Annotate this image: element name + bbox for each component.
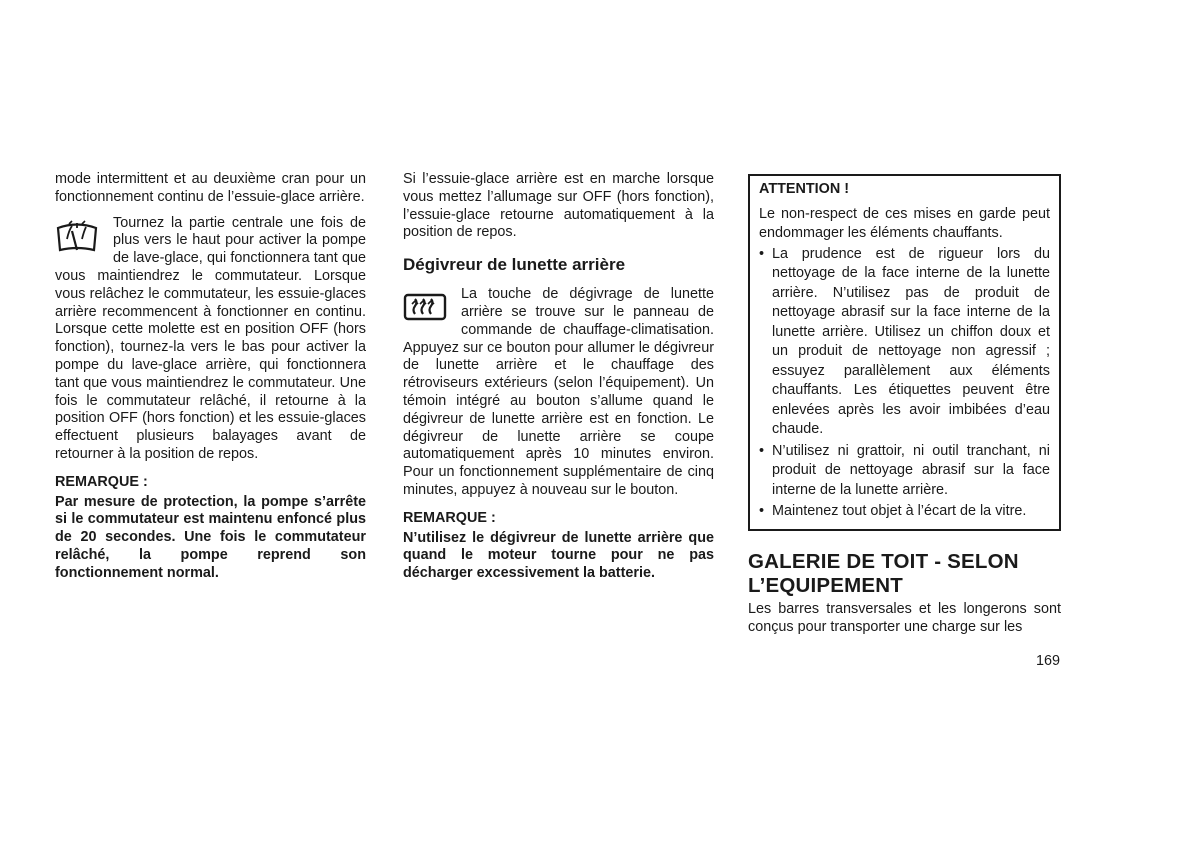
note-heading: REMARQUE : xyxy=(403,509,496,526)
paragraph-intro: Si l’essuie-glace arrière est en marche lorsque vous mettez l’allumage sur OFF (hors fonction), l’essuie-glace retourne automatiquement à la position de repos. xyxy=(403,171,714,241)
note-text: Par mesure de protection, la pompe s’arrête si le commutateur est maintenu enfoncé plus de 20 secondes. Une fois le commutateur relâché, la pompe reprend son fonctionnement normal. xyxy=(55,493,366,581)
subheading-rear-defroster: Dégivreur de lunette arrière xyxy=(403,255,626,275)
column-left xyxy=(55,171,366,583)
column-right xyxy=(748,171,1061,636)
page-number: 169 xyxy=(1036,653,1061,669)
bullet-icon: • xyxy=(759,245,765,262)
defrost-section xyxy=(403,286,714,500)
bullet-icon: • xyxy=(759,503,765,520)
washer-section xyxy=(55,215,366,464)
defrost-paragraph: La touche de dégivrage de lunette arrière se trouve sur le panneau de commande de chauffage-climatisation. Appuyez sur ce bouton pour allumer le dégivreur de lunette arrière et le chauffage des rétroviseurs extérieurs (selon l’équipement). Un témoin intégré au bouton s’allume quand le dégivreur de lunette arrière est en fonction. Le dégivreur de lunette arrière se coupe automatiquement après 10 minutes environ. Pour un fonctionnement supplémentaire de cinq minutes, appuyez à nouveau sur le bouton. xyxy=(403,286,714,498)
note-text: N’utilisez le dégivreur de lunette arrière que quand le moteur tourne pour ne pas décharger excessivement la batterie. xyxy=(403,529,714,582)
section-heading-roof-rack: GALERIE DE TOIT - SELON L’EQUIPEMENT xyxy=(748,549,1019,597)
washer-paragraph: Tournez la partie centrale une fois de plus vers le haut pour activer la pompe de lave-glace, qui fonctionnera tant que vous maintiendrez le commutateur. Lorsque vous relâchez le commutateur, les essuie-glaces arrière recommencent à fonctionner en continu. Lorsque cette molette est en position OFF (hors fonction), tournez-la vers le bas pour activer la pompe du lave-glace arrière, qui fonctionnera tant que vous maintiendrez le commutateur. Une fois le commutateur relâché, il retourne à la position OFF (hors fonction) et les essuie-glaces effectuent plusieurs balayages avant de retourner à la position de repos. xyxy=(55,214,366,462)
warning-box xyxy=(748,174,1061,531)
warning-list xyxy=(759,245,1050,522)
section-paragraph: Les barres transversales et les longerons sont conçus pour transporter une charge sur les xyxy=(748,600,1061,635)
warning-item: • N’utilisez ni grattoir, ni outil tranchant, ni produit de nettoyage abrasif sur la face interne de la lunette arrière. xyxy=(759,442,1050,498)
column-middle xyxy=(403,171,714,583)
paragraph-intro: mode intermittent et au deuxième cran pour un fonctionnement continu de l’essuie-glace arrière. xyxy=(55,171,366,205)
warning-title: ATTENTION ! xyxy=(759,181,850,197)
note-heading: REMARQUE : xyxy=(55,473,148,490)
windshield-washer-icon xyxy=(55,219,99,261)
warning-intro: Le non-respect de ces mises en garde peut endommager les éléments chauffants. xyxy=(759,205,1050,241)
bullet-icon: • xyxy=(759,442,765,459)
warning-item: • La prudence est de rigueur lors du nettoyage de la face interne de la lunette arrière. N’utilisez pas de produit de nettoyage abrasif sur la face interne de la lunette arrière. Utilisez un chiffon doux et un produit de nettoyage non agressif ; essuyez parallèlement aux éléments chauffants. Les étiquettes peuvent être enlevées après les avoir imbibées d’eau chaude. xyxy=(759,245,1050,438)
warning-item: • Maintenez tout objet à l’écart de la vitre. xyxy=(759,502,1050,522)
rear-defrost-icon xyxy=(403,292,447,328)
